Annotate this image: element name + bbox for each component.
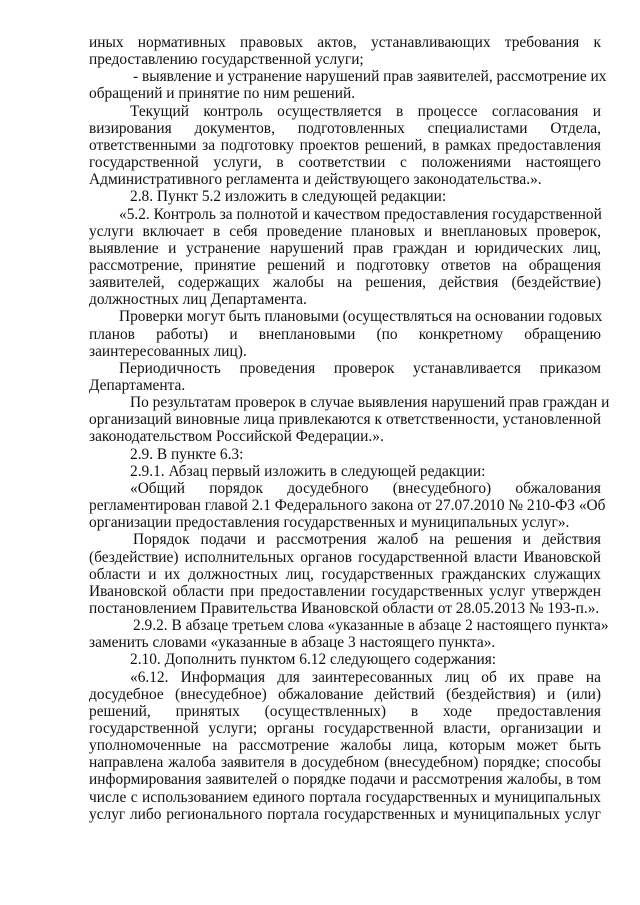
text-line: организаций виновные лица привлекаются к ответственности, установленной: [89, 411, 601, 429]
text-line: предоставлению государственной услуги;: [89, 51, 364, 69]
text-line: иных нормативных правовых актов, устанавливающих требования к: [89, 34, 601, 51]
text-line: заявителей, содержащих жалобы на решения, действия (бездействие): [89, 274, 601, 292]
text-line: постановлением Правительства Ивановской области от 28.05.2013 № 193-п.».: [89, 599, 600, 617]
text-line: направлена жалоба заявителя в досудебном (внесудебном) порядке; способы: [89, 754, 601, 772]
text-line: Проверки могут быть плановыми (осуществляться на основании годовых: [119, 308, 603, 326]
text-line: Департамента.: [89, 377, 186, 394]
text-line: заменить словами «указанные в абзаце 3 настоящего пункта».: [89, 634, 496, 652]
text-line: 2.10. Дополнить пунктом 6.12 следующего содержания:: [130, 651, 497, 669]
text-line: Порядок подачи и рассмотрения жалоб на решения и действия: [133, 531, 601, 549]
text-line: заинтересованных лиц).: [89, 342, 247, 360]
text-line: числе с использованием единого портала государственных и муниципальных: [89, 788, 601, 806]
text-line: информирования заявителей о порядке подачи и рассмотрения жалобы, в том: [89, 771, 601, 789]
text-line: 2.9.1. Абзац первый изложить в следующей редакции:: [130, 462, 486, 480]
text-line: 2.9. В пункте 6.3:: [130, 445, 244, 463]
text-line: решений, принятых (осуществленных) в ходе предоставления: [89, 702, 601, 720]
text-line: «Общий порядок досудебного (внесудебного) обжалования: [130, 479, 601, 497]
text-line: государственной услуги, в соответствии с положениями настоящего: [89, 154, 601, 171]
text-line: 2.9.2. В абзаце третьем слова «указанные в абзаце 2 настоящего пункта»: [133, 617, 609, 635]
text-line: регламентирован главой 2.1 Федерального закона от 27.07.2010 № 210-ФЗ «Об: [89, 497, 606, 514]
text-line: Ивановской области при предоставлении государственных услуг утвержден: [89, 582, 601, 600]
text-line: должностных лиц Департамента.: [89, 291, 307, 309]
text-line: досудебное (внесудебное) обжалование действий (бездействия) и (или): [89, 685, 601, 703]
text-line: (бездействие) исполнительных органов государственной власти Ивановской: [89, 548, 601, 566]
text-line: Текущий контроль осуществляется в процессе согласования и: [130, 102, 601, 120]
text-line: государственной услуги; органы государственной власти, организации и: [89, 720, 601, 737]
text-line: Периодичность проведения проверок устанавливается приказом: [119, 359, 601, 377]
text-line: «5.2. Контроль за полнотой и качеством предоставления государственной: [119, 205, 602, 223]
text-line: - выявление и устранение нарушений прав заявителей, рассмотрение их: [133, 68, 607, 86]
text-line: услуг либо регионального портала государственных и муниципальных услуг: [89, 805, 601, 823]
text-line: «6.12. Информация для заинтересованных лиц об их праве на: [130, 668, 601, 686]
text-line: обращений и принятие по ним решений.: [89, 85, 356, 103]
text-line: визирования документов, подготовленных специалистами Отдела,: [89, 119, 601, 137]
text-line: 2.8. Пункт 5.2 изложить в следующей редакции:: [130, 188, 447, 206]
text-line: Административного регламента и действующего законодательства.».: [89, 171, 542, 189]
text-line: выявление и устранение нарушений прав граждан и юридических лиц,: [89, 239, 601, 257]
text-line: ответственными за подготовку проектов решений, в рамках предоставления: [89, 136, 601, 154]
text-line: законодательством Российской Федерации.».: [89, 428, 384, 446]
text-line: области и их должностных лиц, государственных гражданских служащих: [89, 565, 601, 583]
text-line: уполномоченные на рассмотрение жалобы лица, которым может быть: [89, 737, 601, 755]
text-line: услуги включает в себя проведение плановых и внеплановых проверок,: [89, 222, 601, 240]
text-line: организации предоставления государственных и муниципальных услуг».: [89, 514, 570, 532]
text-line: По результатам проверок в случае выявления нарушений прав граждан и: [130, 394, 610, 412]
text-line: планов работы) и внеплановыми (по конкретному обращению: [89, 325, 601, 343]
text-line: рассмотрение, принятие решений и подготовку ответов на обращения: [89, 256, 601, 274]
